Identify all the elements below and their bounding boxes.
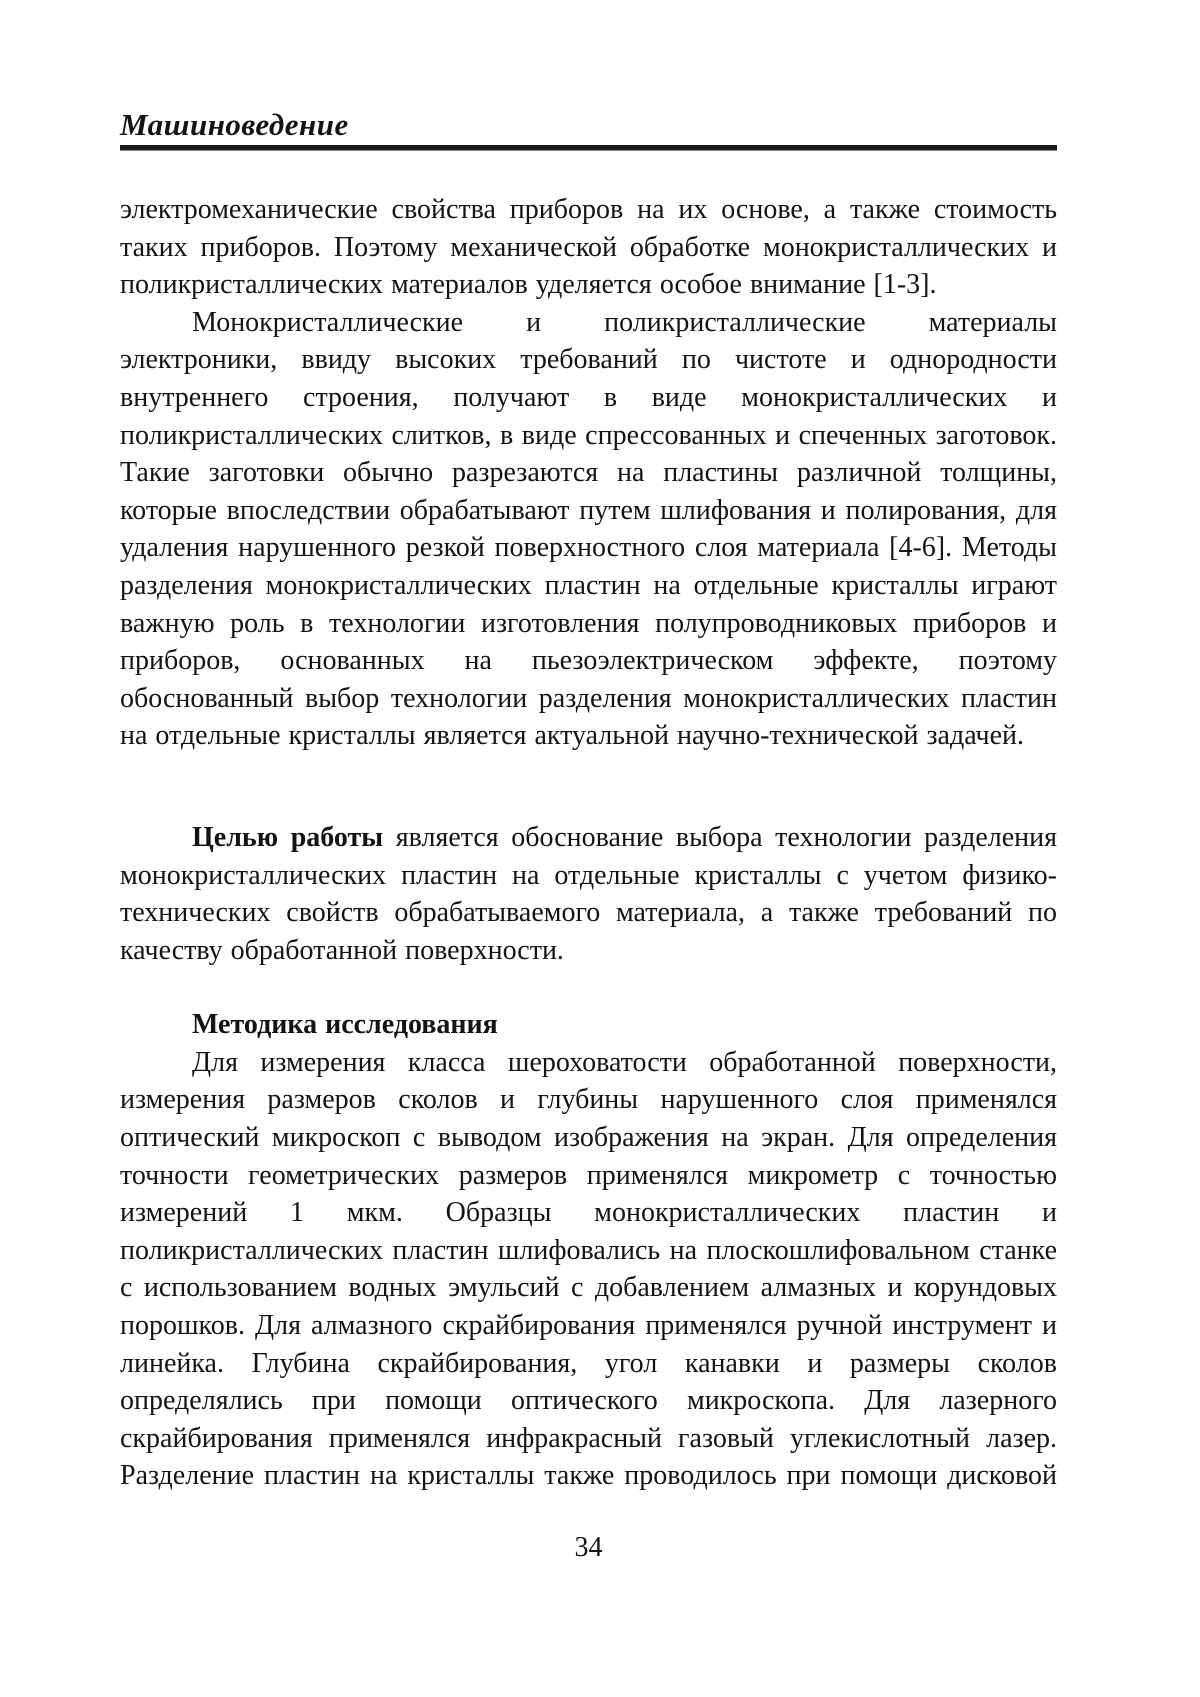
paragraph-materials: Монокристаллические и поликристаллические материалы электроники, ввиду высоких требований по чистоте и однородности внутреннего строения, получают в виде монокристаллических и поликристаллических слитков, в виде спрессованных и спеченных заготовок. Такие заготовки обычно разрезаются на пластины различной толщины, которые впоследствии обрабатывают путем шлифования и полирования, для удаления нарушенного резкой поверхностного слоя материала [4-6]. Методы разделения монокристаллических пластин на отдельные кристаллы играют важную роль в технологии изготовления полупроводниковых приборов и приборов, основанных на пьезоэлектрическом эффекте, поэтому обоснованный выбор технологии разделения монокристаллических пластин на отдельные кристаллы является актуальной научно-технической задачей.: [120, 306, 1057, 752]
paragraph-methodology: Для измерения класса шероховатости обработанной поверхности, измерения размеров сколов и глубины нарушенного слоя применялся оптический микроскоп с выводом изображения на экран. Для определения точности геометрических размеров применялся микрометр с точностью измерений 1 мкм. Образцы монокристаллических пластин и поликристаллических пластин шлифовались на плоскошлифовальном станке с использованием водных эмульсий с добавлением алмазных и корундовых порошков. Для алмазного скрайбирования применялся ручной инструмент и линейка. Глубина скрайбирования, угол канавки и размеры сколов определялись при помощи оптического микроскопа. Для лазерного скрайбирования применялся инфракрасный газовый углекислотный лазер. Разделение пластин на кристаллы также проводилось при помощи дисковой: [120, 1046, 1057, 1492]
goal-rest-text: является обоснование выбора технологии разделения монокристаллических пластин на отдельные кристаллы с учетом физико-технических свойств обрабатываемого материала, а также требований по качеству обработанной поверхности.: [120, 821, 1058, 966]
goal-lead-bold: Целью работы: [192, 821, 384, 853]
page-number: 34: [574, 1532, 603, 1563]
page-header: [120, 108, 1057, 151]
page-body: [120, 191, 1057, 1495]
running-header-title: Машиноведение: [120, 107, 349, 142]
paragraph-intro-continuation: электромеханические свойства приборов на их основе, а также стоимость таких приборов. Поэтому механической обработке монокристаллических и поликристаллических материалов уделяется особое внимание [1-3].: [120, 194, 1057, 301]
header-rule: [120, 145, 1057, 151]
paragraph-goal: [120, 819, 1057, 969]
section-heading-methodology: Методика исследования: [192, 1009, 498, 1041]
